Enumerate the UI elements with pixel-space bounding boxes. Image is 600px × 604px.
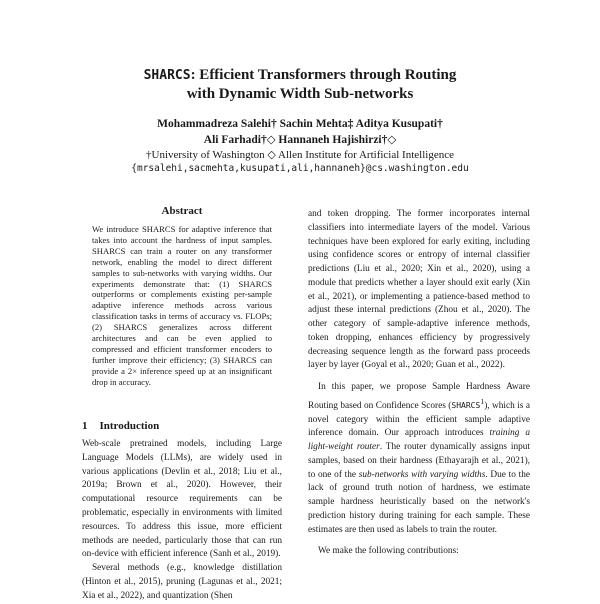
intro-paragraph-1: Web-scale pretrained models, including Large Language Models (LLMs), are widely used in various applications (Devlin et al., 2018; Liu et al., 2019a; Brown et al., 2020). However, their computational resource requirements can be problematic, especially in environments with limited resources. To address this issue, more efficient methods are needed, particularly those that can run on-device with efficient inference (Sanh et al., 2019). [82,439,282,560]
p2-lead: In this paper, we propose Sample Hardness Aware Routing based on Confidence Scores ( [308,382,530,411]
author-emails: {mrsalehi,sacmehta,kusupati,ali,hannaneh}@cs.washington.edu [131,163,469,174]
p2-acronym: SHARCS [451,400,481,410]
p2-tail: . Due to the lack of ground truth notion of hardness, we estimate sample hardness heuristically based on the network's prediction history during training for each sample. These estimates are then used as labels to train the router. [308,469,530,535]
right-paragraph-2: In this paper, we propose Sample Hardness Aware Routing based on Confidence Scores (SHARCS$^1$), which is a novel category within the efficient sample adaptive inference domain. Our approach introduces training a light-weight router. The router dynamically assigns input samples, based on their hardness (Ethayarajh et al., 2021), to one of the sub-networks with varying widths. Due to the lack of ground truth notion of hardness, we estimate sample hardness heuristically based on the network's prediction history during training for each sample. These estimates are then used as labels to train the router. [308,382,530,535]
title-line-1: : Efficient Transformers through Routing [190,67,457,83]
introduction-body [82,438,282,604]
p2-mid-1: ), which is a novel category within the efficient sample adaptive inference domain. Our approach introduces [308,400,530,439]
affiliations: †University of Washington ◇ Allen Institute for Artificial Intelligence [146,149,454,161]
intro-paragraph-2: Several methods (e.g., knowledge distillation (Hinton et al., 2015), pruning (Lagunas et al., 2021; Xia et al., 2022), and quantization (Shen [82,563,282,601]
p2-emphasis-1: training a light-weight router [308,428,530,453]
right-paragraph-3: We make the following contributions: [318,546,459,557]
title-line-2: with Dynamic Width Sub-networks [186,86,414,102]
authors-line-1: Mohammadreza Salehi† Sachin Mehta‡ Aditya Kusupati† [157,118,443,130]
abstract-heading: Abstract [161,205,203,217]
section-title: Introduction [99,420,160,432]
paper-title [0,66,600,103]
abstract-text: We introduce SHARCS for adaptive inference that takes into account the hardness of input samples. SHARCS can train a router on any transformer network, enabling the model to direct different samples to sub-networks with varying widths. Our experiments demonstrate that: (1) SHARCS outperforms or complements existing per-sample adaptive inference methods across various classification tasks in terms of accuracy vs. FLOPs; (2) SHARCS generalizes across different architectures and can be even applied to compressed and efficient transformer encoders to further improve their efficiency; (3) SHARCS can provide a 2× inference speed up at an insignificant drop in accuracy. [92,224,272,387]
section-number: 1 [82,420,88,432]
title-method-name: SHARCS [143,68,191,83]
right-column [308,208,530,559]
section-heading-introduction [82,420,171,432]
p2-emphasis-2: sub-networks with varying widths [358,469,486,480]
author-list [0,116,600,148]
authors-line-2: Ali Farhadi†◇ Hannaneh Hajishirzi†◇ [203,134,397,146]
p2-mid-2: . The router dynamically assigns input samples, based on their hardness (Ethayarajh et al., 2021), to one of the [308,442,530,480]
right-paragraph-1: and token dropping. The former incorporates internal classifiers into intermediate layers of the model. Various techniques have been explored for early exiting, including using confidence scores or entropy of internal classifier predictions (Liu et al., 2020; Xin et al., 2020), using a module that predicts whether a layer should exit early (Xin et al., 2021), or implementing a patience-based method to adjust these internal predictions (Zhou et al., 2020). The other category of sample-adaptive inference methods, token dropping, enhances efficiency by progressively decreasing sequence length as the forward pass proceeds layer by layer (Goyal et al., 2020; Guan et al., 2022). [308,209,530,371]
